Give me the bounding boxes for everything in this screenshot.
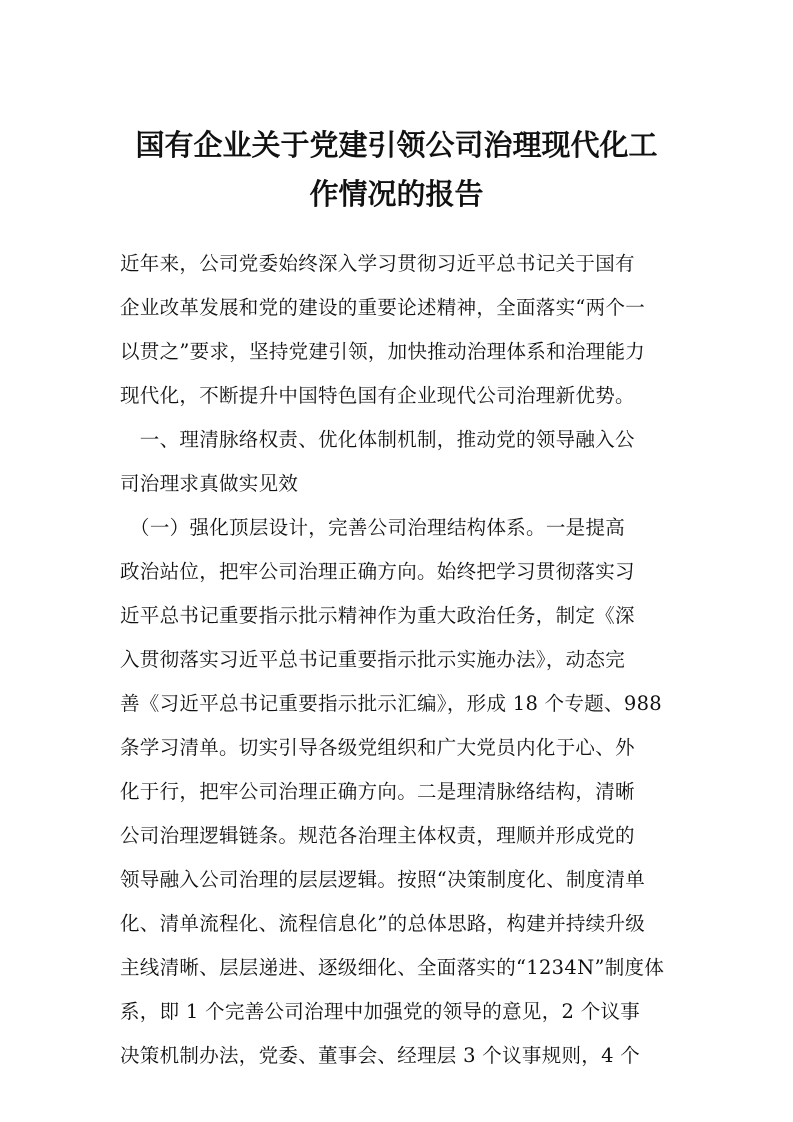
body-line: 条学习清单。切实引导各级党组织和广大党员内化于心、外 (120, 736, 635, 759)
body-line: （一）强化顶层设计，完善公司治理结构体系。一是提高 (120, 516, 626, 539)
body-line: 政治站位，把牢公司治理正确方向。始终把学习贯彻落实习 (120, 560, 635, 583)
body-line: 善《习近平总书记重要指示批示汇编》，形成 18 个专题、988 (120, 692, 662, 715)
body-line: 以贯之”要求，坚持党建引领，加快推动治理体系和治理能力 (120, 340, 646, 363)
body-line: 化、清单流程化、流程信息化”的总体思路，构建并持续升级 (120, 912, 646, 935)
document-title-line-2: 作情况的报告 (309, 177, 484, 211)
section-heading-line: 司治理求真做实见效 (120, 472, 299, 495)
body-line: 公司治理逻辑链条。规范各治理主体权责，理顺并形成党的 (120, 824, 635, 847)
body-line: 近平总书记重要指示批示精神作为重大政治任务，制定《深 (120, 604, 635, 627)
body-line: 决策机制办法，党委、董事会、经理层 3 个议事规则，4 个 (120, 1044, 641, 1067)
body-line: 系，即 1 个完善公司治理中加强党的领导的意见，2 个议事 (120, 1000, 641, 1023)
body-line: 化于行，把牢公司治理正确方向。二是理清脉络结构，清晰 (120, 780, 635, 803)
body-line: 主线清晰、层层递进、逐级细化、全面落实的“1234N”制度体 (120, 956, 665, 979)
body-line: 领导融入公司治理的层层逻辑。按照“决策制度化、制度清单 (120, 868, 646, 891)
body-line: 近年来，公司党委始终深入学习贯彻习近平总书记关于国有 (120, 252, 635, 275)
body-line: 入贯彻落实习近平总书记重要指示批示实施办法》，动态完 (120, 648, 626, 671)
body-line: 现代化，不断提升中国特色国有企业现代公司治理新优势。 (120, 384, 635, 407)
body-line: 企业改革发展和党的建设的重要论述精神，全面落实“两个一 (120, 296, 646, 319)
section-heading-line: 一、理清脉络权责、优化体制机制，推动党的领导融入公 (120, 428, 635, 451)
document-title-line-1: 国有企业关于党建引领公司治理现代化工 (135, 128, 658, 162)
